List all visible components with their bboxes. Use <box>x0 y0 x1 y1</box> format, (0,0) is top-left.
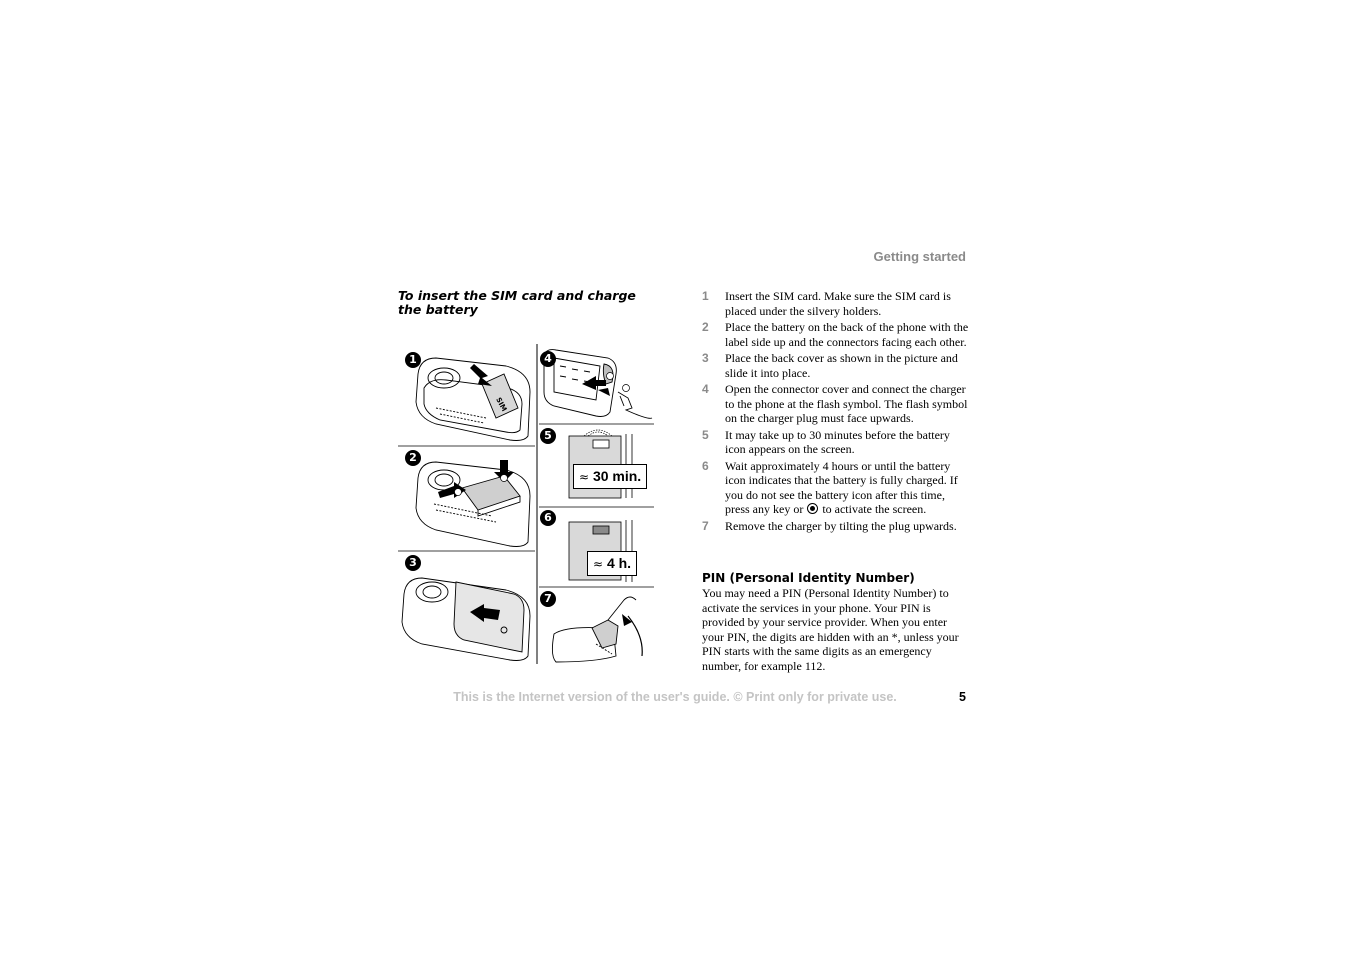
pin-body: You may need a PIN (Personal Identity Number) to activate the services in your phone. Your PIN is provided by your service provider. When you enter your PIN, the digits are hidden with an *, unless your PIN starts with the same digits as an emergency number, for example 112. <box>702 586 959 673</box>
step-text: Place the back cover as shown in the picture and slide it into place. <box>725 351 958 380</box>
step-text: Insert the SIM card. Make sure the SIM card is placed under the silvery holders. <box>725 289 951 318</box>
footer-note: This is the Internet version of the user's guide. © Print only for private use. <box>453 690 897 704</box>
phone-battery-drawing <box>416 462 530 547</box>
page-number: 5 <box>959 690 966 704</box>
step-item <box>702 519 972 534</box>
step-text-after: to activate the screen. <box>822 502 927 516</box>
step-badge-7: 7 <box>540 591 556 607</box>
step-badge-3: 3 <box>405 555 421 571</box>
step-number: 2 <box>702 320 709 334</box>
step-badge-6: 6 <box>540 510 556 526</box>
step-badge-1: 1 <box>405 352 421 368</box>
step-item <box>702 289 972 318</box>
charger-remove-drawing <box>552 597 642 662</box>
setup-steps-list <box>702 289 972 535</box>
approx-symbol: ≈ <box>579 470 590 484</box>
selection-key-icon <box>807 503 818 514</box>
section-header: Getting started <box>873 249 966 264</box>
step-text: Remove the charger by tilting the plug upwards. <box>725 518 957 533</box>
step-text-before: Wait approximately 4 hours or until the battery icon indicates that the battery is fully charged. If you do not see the battery icon after this time, press any key or <box>725 458 958 516</box>
setup-illustration <box>396 344 656 666</box>
step-number: 6 <box>702 458 709 473</box>
step-number: 7 <box>702 518 709 533</box>
step-badge-4: 4 <box>540 351 556 367</box>
step-number: 5 <box>702 427 709 442</box>
step-text: It may take up to 30 minutes before the battery icon appears on the screen. <box>725 427 950 456</box>
phone-cover-drawing <box>402 578 530 661</box>
step-number: 1 <box>702 289 709 303</box>
step-badge-2: 2 <box>405 450 421 466</box>
sim-card-drawing <box>482 374 518 418</box>
step-text: Place the battery on the back of the phone with the label side up and the connectors facing each other. <box>725 320 969 349</box>
step-number: 3 <box>702 351 709 365</box>
step-item <box>702 351 972 380</box>
step-item <box>702 459 972 517</box>
charge-time-4h-label <box>587 551 637 576</box>
charge-time-30-text: 30 min. <box>592 468 642 484</box>
step-item <box>702 382 972 426</box>
charge-time-30-label <box>573 464 647 489</box>
pin-heading: PIN (Personal Identity Number) <box>702 571 915 585</box>
illustration-drawing <box>396 344 656 666</box>
charge-time-4h-text: 4 h. <box>606 555 632 571</box>
step-number: 4 <box>702 382 709 396</box>
approx-symbol: ≈ <box>593 557 604 571</box>
procedure-title: To insert the SIM card and charge the battery <box>398 288 636 317</box>
step-badge-5: 5 <box>540 428 556 444</box>
step-item <box>702 320 972 349</box>
sim-card-label: SIM <box>494 396 509 413</box>
step-item <box>702 428 972 457</box>
step-text: Open the connector cover and connect the charger to the phone at the flash symbol. The flash symbol on the charger plug must face upwards. <box>725 382 968 425</box>
